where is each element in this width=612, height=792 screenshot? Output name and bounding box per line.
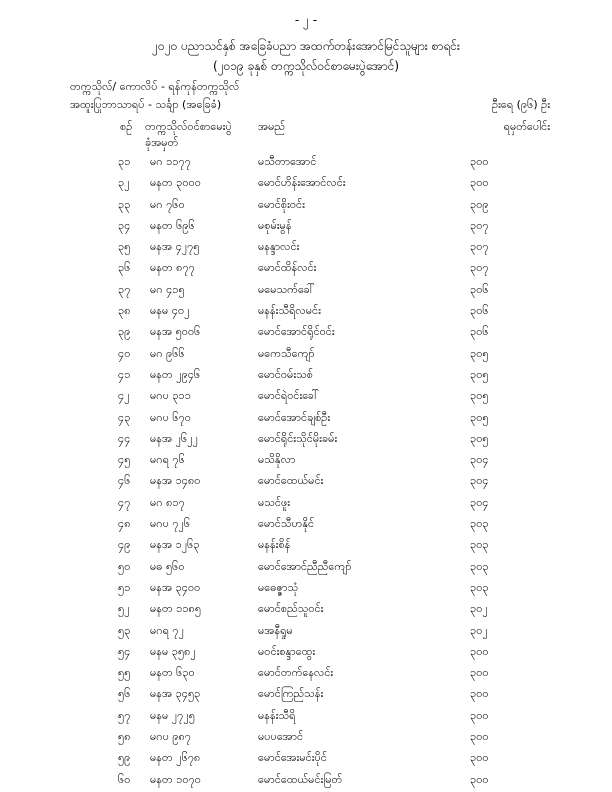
total-marks: ၃၀၀ [470, 772, 489, 786]
page-number: - ၂ - [294, 13, 318, 27]
table-row [0, 535, 612, 556]
serial-no: ၄၄ [118, 431, 131, 445]
table-row [0, 770, 612, 791]
table-row [0, 578, 612, 599]
total-marks: ၃၀၅ [470, 410, 489, 424]
total-marks: ၃၀၀ [470, 708, 489, 722]
roll-number: မနမ ၃၅၈၂ [150, 644, 196, 658]
table-row [0, 599, 612, 620]
total-marks: ၃၀၂ [470, 623, 488, 637]
roll-number: မဂပ ၉၈၇ [150, 730, 191, 744]
student-name: မသိနိုလာ [258, 453, 296, 467]
roll-number: မနအ ၂၆၂၂ [150, 431, 198, 445]
serial-no: ၄၂ [118, 389, 130, 403]
serial-no: ၅၁ [118, 580, 131, 594]
roll-number: မဓ ၅၆၀ [150, 559, 185, 573]
student-name: မောင်ကြည်သန်း [258, 687, 324, 701]
student-count: ဦးရေ (၉၆) ဦး [491, 98, 550, 111]
results-list [0, 152, 612, 791]
table-row [0, 216, 612, 237]
total-marks: ၃၀၄ [470, 495, 489, 509]
total-marks: ၃၀၇ [470, 218, 489, 232]
student-name: မပပအောင် [258, 730, 304, 744]
roll-number: မနတ ၆၃၀ [150, 666, 195, 680]
total-marks: ၃၀၀ [470, 751, 489, 765]
total-marks: ၃၀၃ [470, 580, 489, 594]
header-name: အမည် [258, 120, 286, 133]
header-serial-no: စဉ် [120, 120, 133, 133]
student-name: မောင်ထိန်လင်း [258, 261, 317, 275]
roll-number: မနအ ၃၄၅၃ [150, 687, 201, 701]
table-row [0, 365, 612, 386]
total-marks: ၃၀၀ [470, 730, 489, 744]
table-row [0, 195, 612, 216]
student-name: မောင်စည်သူဝင်း [258, 602, 324, 616]
serial-no: ၃၁ [118, 155, 131, 168]
roll-number: မဂ ၄၁၅ [150, 282, 185, 296]
total-marks: ၃၀၀ [470, 666, 489, 680]
table-row [0, 152, 612, 173]
table-row [0, 301, 612, 322]
roll-number: မဂရ ၇၂ [150, 623, 184, 637]
roll-number: မနအ ၁၂၆၃ [150, 538, 200, 552]
total-marks: ၃၀၉ [470, 197, 489, 211]
roll-number: မဂပ ၇၂၆ [150, 517, 191, 531]
total-marks: ၃၀၅ [470, 431, 489, 445]
student-name: မောင်ထေယ်မင်းမြတ် [258, 772, 343, 786]
roll-number: မနတ ၂၉၄၆ [150, 367, 201, 381]
student-name: မောင်အောင်ချစ်ဦး [258, 410, 331, 424]
roll-number: မနတ ၂၆၇၈ [150, 751, 201, 765]
serial-no: ၅၄ [118, 644, 131, 658]
serial-no: ၄၅ [118, 453, 131, 467]
roll-number: မဂ ၇၆၀ [150, 197, 185, 211]
serial-no: ၅၃ [118, 623, 131, 637]
total-marks: ၃၀၄ [470, 453, 489, 467]
student-name: မောင်ဝမ်းသစ် [258, 367, 313, 381]
document-title: ၂၀၂၀ ပညာသင်နှစ် အခြေခံပညာ အထက်တန်းအောင်မြင်သူများ စာရင်း [152, 39, 460, 53]
student-name: မောင်တက်နေလင်း [258, 666, 334, 680]
total-marks: ၃၀၆ [470, 304, 489, 318]
student-name: မောင်ထေယ်မင်း [258, 474, 324, 488]
serial-no: ၅၉ [118, 751, 131, 765]
serial-no: ၃၇ [118, 282, 131, 296]
table-row [0, 344, 612, 365]
total-marks: ၃၀၄ [470, 474, 489, 488]
roll-number: မနအ ၅၀၀၆ [150, 325, 201, 339]
serial-no: ၄၉ [118, 538, 131, 552]
university-label: တက္ကသိုလ်/ ကောလိပ် - ရန်ကုန်တက္ကသိုလ် [70, 80, 240, 93]
table-row [0, 557, 612, 578]
roll-number: မနတ ၁၀၇၀ [150, 772, 201, 786]
student-name: မစုမ်းမွန် [258, 218, 292, 232]
roll-number: မနအ ၃၄၀၀ [150, 580, 201, 594]
roll-number: မနတ ၆၉၆ [150, 218, 195, 232]
serial-no: ၃၃ [118, 197, 131, 211]
serial-no: ၃၈ [118, 304, 131, 318]
total-marks: ၃၀၅ [470, 367, 489, 381]
roll-number: မနမ ၂၇၂၅ [150, 708, 195, 722]
serial-no: ၄၃ [118, 410, 131, 424]
student-name: မအနီရှုမ [258, 623, 293, 637]
total-marks: ၃၀၆ [470, 325, 489, 339]
roll-number: မဂ ၁၁၇၇ [150, 155, 191, 168]
table-row [0, 663, 612, 684]
total-marks: ၃၀၀ [470, 644, 489, 658]
total-marks: ၃၀၅ [470, 389, 489, 403]
total-marks: ၃၀၃ [470, 517, 489, 531]
table-row [0, 322, 612, 343]
roll-number: မနတ ၃၀၀၀ [150, 176, 201, 190]
roll-number: မဂပ ၆၇၀ [150, 410, 191, 424]
table-row [0, 173, 612, 194]
table-row [0, 514, 612, 535]
roll-number: မနအ ၁၄၈၀ [150, 474, 201, 488]
serial-no: ၃၂ [118, 176, 130, 190]
student-name: မောင်ရိုင်းသိုင်မိုးခမ်း [258, 431, 338, 445]
student-name: မဝင်းစန္ဒာထွေး [258, 644, 316, 658]
table-row [0, 621, 612, 642]
total-marks: ၃၀၀ [470, 176, 489, 190]
student-name: မောင်ရဲဝင်းခေါ် [258, 389, 319, 403]
table-row [0, 748, 612, 769]
student-name: မသီတာအောင် [258, 155, 317, 168]
roll-number: မနအ ၄၂၇၅ [150, 240, 200, 254]
table-row [0, 258, 612, 279]
total-marks: ၃၀၀ [470, 155, 489, 168]
table-row [0, 280, 612, 301]
total-marks: ၃၀၇ [470, 261, 489, 275]
serial-no: ၅၈ [118, 730, 131, 744]
student-name: မသင်ဖူး [258, 495, 291, 509]
serial-no: ၅၆ [118, 687, 131, 701]
serial-no: ၅၅ [118, 666, 131, 680]
table-row [0, 386, 612, 407]
serial-no: ၆၀ [118, 772, 131, 786]
student-name: မောင်အောင်ညီညီကျော် [258, 559, 352, 573]
document-subtitle: (၂၀၁၉ ခုနှစ် တက္ကသိုလ်ဝင်စာမေးပွဲအောင်) [212, 59, 400, 73]
student-name: မမေသက်ခေါ် [258, 282, 315, 296]
student-name: မောင်ဟိန်းအောင်လင်း [258, 176, 346, 190]
serial-no: ၄၁ [118, 367, 131, 381]
student-name: မောင်အောင်ရိုင်ဝင်း [258, 325, 335, 339]
table-row [0, 727, 612, 748]
student-name: မောင်စိုးဝင်း [258, 197, 305, 211]
roll-number: မနတ ၁၁၈၅ [150, 602, 202, 616]
student-name: မနန္ဒာလင်း [258, 240, 300, 254]
serial-no: ၄၇ [118, 495, 131, 509]
student-name: မဓေဇ္ဇာသုံ [258, 580, 299, 594]
total-marks: ၃၀၂ [470, 602, 488, 616]
table-row [0, 450, 612, 471]
table-row [0, 684, 612, 705]
table-row [0, 237, 612, 258]
header-roll-number: တက္ကသိုလ်ဝင်စာမေးပွဲ [145, 120, 232, 133]
roll-number: မနတ ၈၇၇ [150, 261, 195, 275]
table-row [0, 493, 612, 514]
student-name: မောင်အေးမင်းပိုင် [258, 751, 327, 765]
header-roll-number-line2: ခုံအမှတ် [145, 136, 179, 149]
serial-no: ၄၈ [118, 517, 131, 531]
table-row [0, 429, 612, 450]
total-marks: ၃၀၀ [470, 687, 489, 701]
student-name: မနန်းသီရိလမင်း [258, 304, 321, 318]
roll-number: မနမ ၄၀၂ [150, 304, 190, 318]
serial-no: ၃၅ [118, 240, 131, 254]
serial-no: ၃၉ [118, 325, 131, 339]
total-marks: ၃၀၆ [470, 282, 489, 296]
serial-no: ၄၆ [118, 474, 131, 488]
table-row [0, 408, 612, 429]
serial-no: ၄၀ [118, 346, 131, 360]
serial-no: ၃၆ [118, 261, 131, 275]
total-marks: ၃၀၅ [470, 346, 489, 360]
student-name: မောင်သီဟနိုင် [258, 517, 315, 531]
subject-label: အထူးပြုဘာသာရပ် - သင်္ချာ (အခြေခံ) [70, 98, 222, 111]
student-name: မနန်းစိန် [258, 538, 291, 552]
roll-number: မဂ ၈၁၇ [150, 495, 185, 509]
total-marks: ၃၀၃ [470, 559, 489, 573]
student-name: မကေသီကျော် [258, 346, 315, 360]
total-marks: ၃၀၃ [470, 538, 489, 552]
serial-no: ၅၀ [118, 559, 131, 573]
roll-number: မဂ ၉၆၆ [150, 346, 185, 360]
student-name: မနန်းသီရိ [258, 708, 296, 722]
total-marks: ၃၀၇ [470, 240, 489, 254]
table-row [0, 706, 612, 727]
serial-no: ၅၇ [118, 708, 131, 722]
header-total-marks: ရမှတ်ပေါင်း [503, 120, 550, 133]
serial-no: ၅၂ [118, 602, 130, 616]
table-row [0, 471, 612, 492]
table-row [0, 642, 612, 663]
serial-no: ၃၄ [118, 218, 131, 232]
roll-number: မဂရ ၇၆ [150, 453, 185, 467]
roll-number: မဂပ ၃၁၁ [150, 389, 191, 403]
